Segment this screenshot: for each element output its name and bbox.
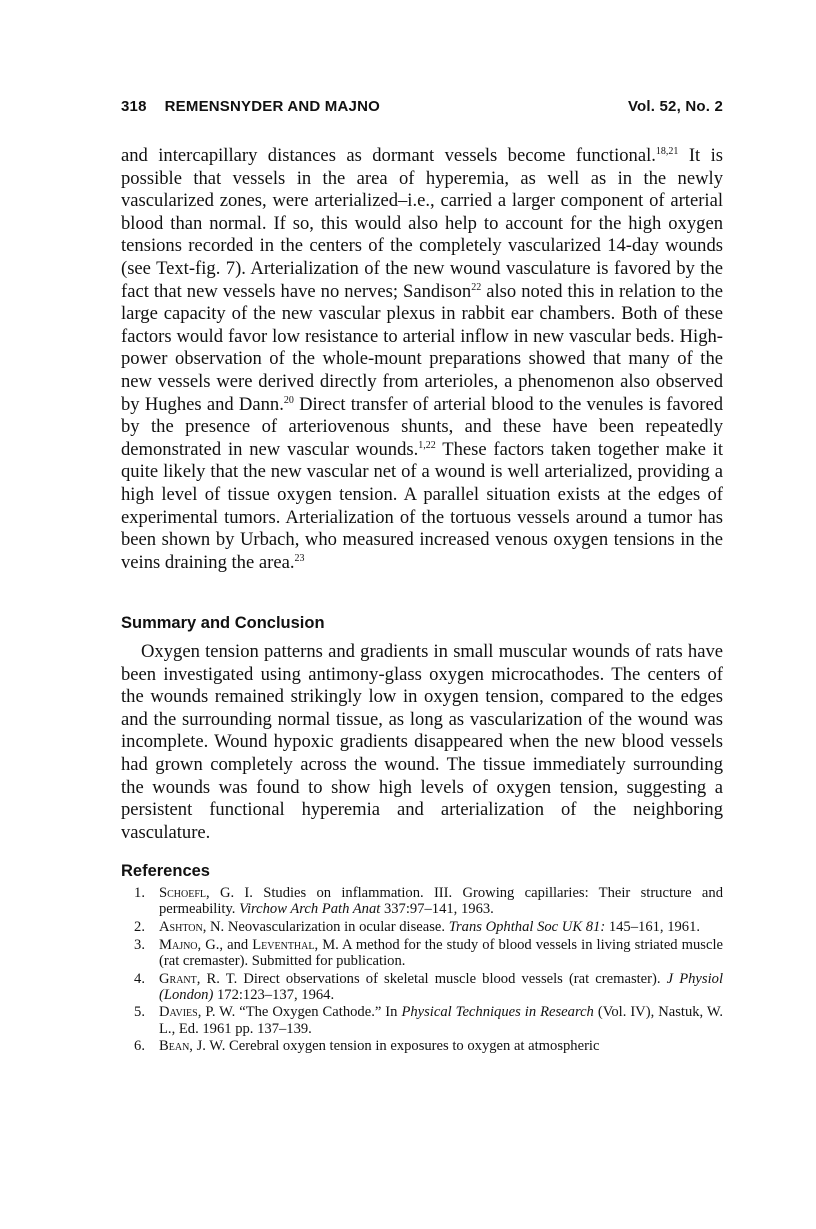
summary-text: Oxygen tension patterns and gradients in small muscular wounds of rats have been investigated using antimony-glass oxygen microcathodes. The centers of the wounds remained strikingly low in oxygen tension, compared to the edges and the surrounding normal tissue, as long as vascularization of the wound was incomplete. Wound hypoxic gradients disappeared when the new blood vessels had grown completely across the wound. The tissue immediately surrounding the wounds was found to show high levels of oxygen tension, suggesting a persistent functional hyperemia and arterialization of the neighboring vasculature. [121,641,723,843]
reference-author: Ashton [159,918,203,935]
reference-text: , G., and [197,936,253,953]
text-run: also noted this in relation to the large capacity of the new vascular plexus in rabbit ear chambers. Both of these factors would favor low resistance to arterial inflow in new vascular beds. High-power observation of the whole-mount preparations showed that many of the new vessels were derived directly from arterioles, a phenomenon also observed by Hughes and Dann. [121,280,723,415]
reference-text: , N. Neovascularization in ocular disease. [202,918,449,935]
reference-text: 337:97–141, 1963. [380,901,494,918]
reference-text: , J. W. Cerebral oxygen tension in exposures to oxygen at atmospheric [189,1038,600,1055]
reference-journal: Virchow Arch Path Anat [239,901,381,918]
reference-number: 3. [134,936,145,953]
reference-journal: J Physiol (London) [159,970,723,1003]
reference-author: Grant [159,970,197,987]
citation-superscript: 22 [471,281,482,293]
reference-item [121,1004,723,1036]
citation-superscript: 20 [283,394,294,406]
reference-number: 5. [134,1004,145,1021]
reference-text: , G. I. Studies on inflammation. III. Growing capillaries: Their structure and permeability. [159,885,723,918]
reference-item [121,919,723,935]
reference-author: Bean [159,1038,190,1055]
text-run: Direct transfer of arterial blood to the venules is favored by the presence of arteriovenous shunts, and these have been repeatedly demonstrated in new vascular wounds. [121,393,723,460]
reference-item [121,885,723,917]
citation-superscript: 18,21 [655,146,679,157]
reference-item [121,1038,723,1054]
running-head [121,98,723,115]
page-number: 318 [121,98,147,115]
reference-text: , P. W. “The Oxygen Cathode.” In [197,1004,402,1021]
references-heading: References [121,862,210,880]
reference-author: Schoefl [159,885,207,901]
reference-journal: Trans Ophthal Soc UK 81: [448,918,606,935]
reference-item [121,971,723,1003]
text-run: These factors taken together make it quite likely that the new vascular net of a wound is well arterialized, providing a high level of tissue oxygen tension. A parallel situation exists at the edges of experimental tumors. Arterialization of the tortuous vessels around a tumor has been shown by Urbach, who measured increased venous oxygen tensions in the veins draining the area. [121,438,723,573]
summary-heading: Summary and Conclusion [121,614,325,632]
reference-author: Majno [159,936,198,953]
references-list [121,885,723,1056]
reference-text: 172:123–137, 1964. [213,986,335,1003]
reference-text: , M. A method for the study of blood vessels in living striated muscle (rat cremaster). Submitted for publication. [159,936,723,969]
reference-number: 6. [134,1038,145,1055]
reference-author: Davies [159,1004,198,1021]
running-head-authors: REMENSNYDER AND MAJNO [164,98,380,115]
reference-number: 4. [134,970,145,987]
text-run: and intercapillary distances as dormant vessels become functional. [121,145,656,166]
reference-number: 1. [134,885,145,901]
reference-text: , R. T. Direct observations of skeletal muscle blood vessels (rat cremaster). [196,970,667,987]
reference-text: (Vol. IV), Nastuk, W. L., Ed. 1961 pp. 137–139. [159,1004,723,1037]
summary-paragraph [121,641,723,844]
discussion-paragraph [121,145,723,574]
reference-item [121,937,723,969]
reference-author: Leventhal [252,936,315,953]
citation-superscript: 1,22 [418,439,436,451]
reference-text: 145–161, 1961. [605,918,701,935]
reference-journal: Physical Techniques in Research [401,1004,594,1021]
text-run: It is possible that vessels in the area of hyperemia, as well as in the newly vascularized zones, were arterialized–i.e., carried a larger component of arterial blood than normal. If so, this would also help to account for the high oxygen tensions recorded in the centers of the completely vascularized 14-day wounds (see Text-fig. 7). Arterialization of the new wound vasculature is favored by the fact that new vessels have no nerves; Sandison [121,145,723,302]
running-head-volume: Vol. 52, No. 2 [627,98,723,115]
citation-superscript: 23 [294,552,305,564]
reference-number: 2. [134,918,145,935]
